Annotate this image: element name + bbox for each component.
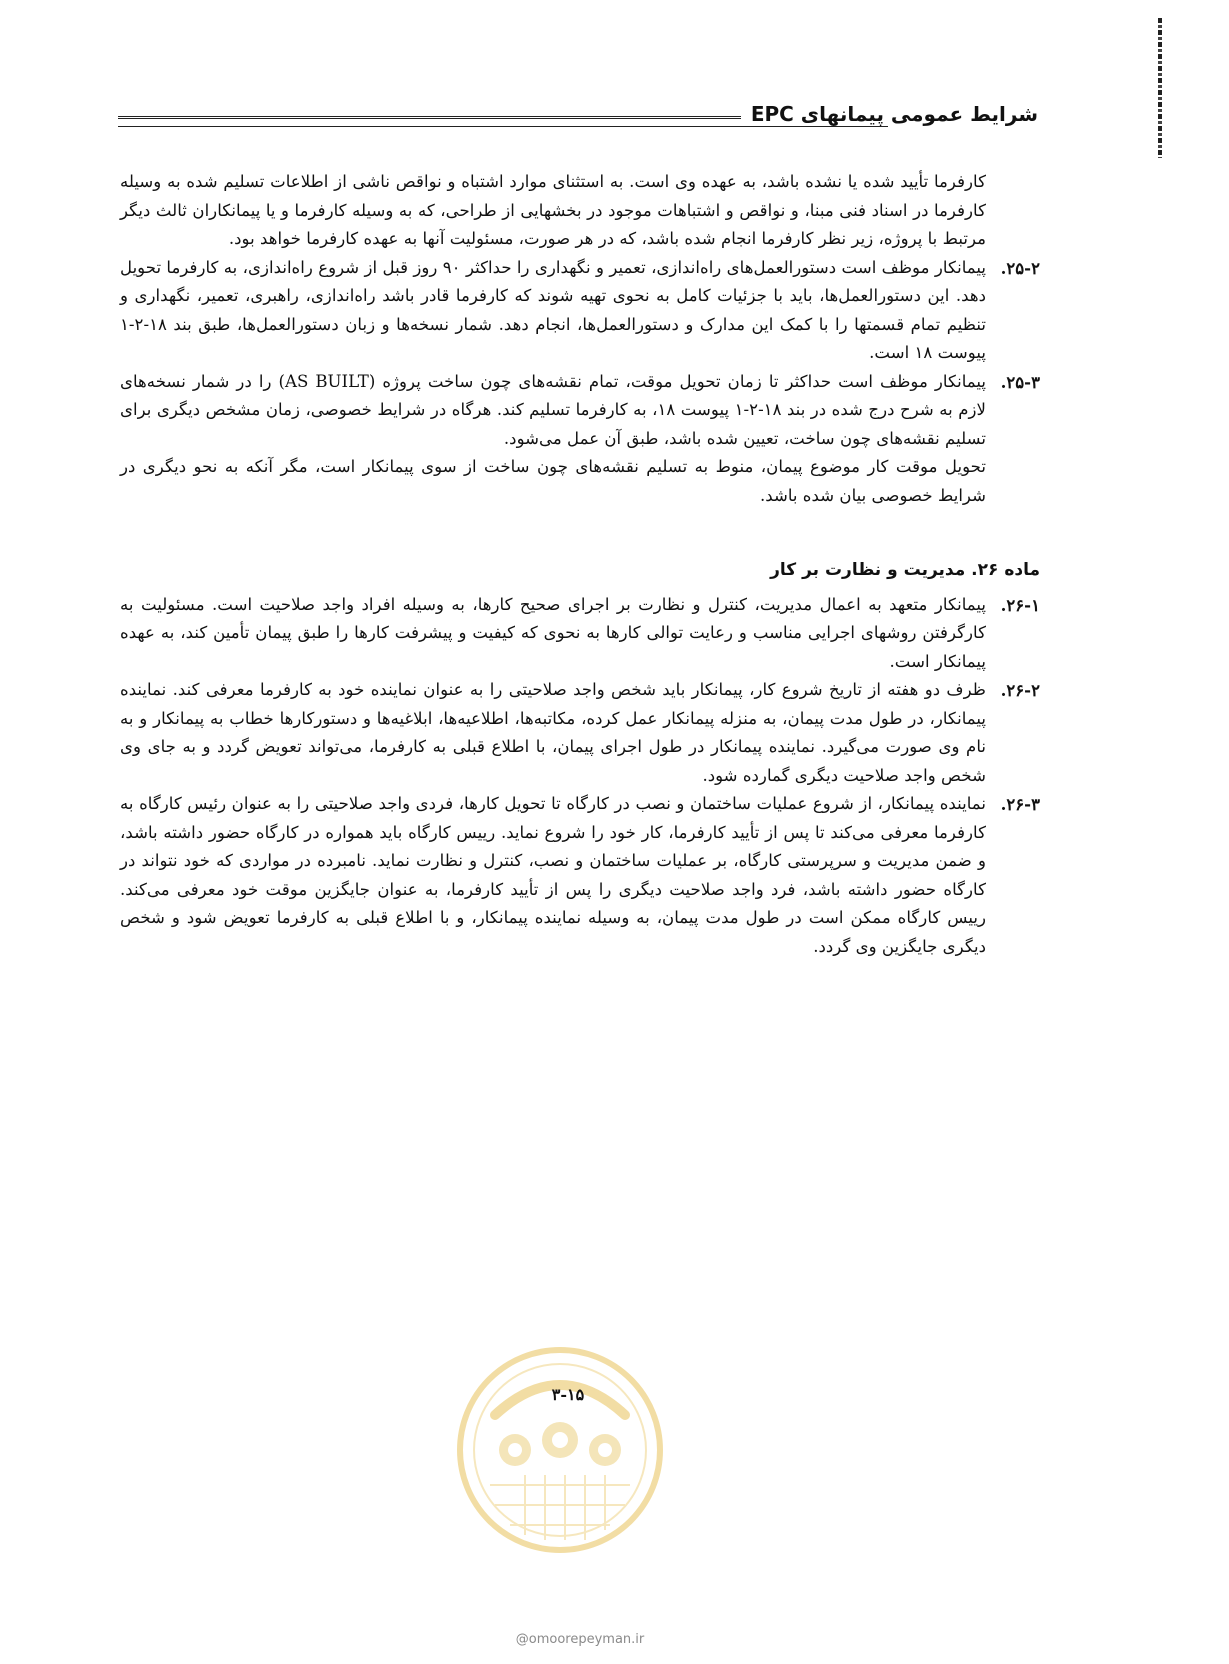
body-text (120, 168, 1040, 961)
seal-logo-icon (455, 1345, 665, 1555)
clause-text: پیمانکار موظف است دستورالعمل‌های راه‌اندازی، تعمیر و نگهداری را حداکثر ۹۰ روز قبل از شروع راه‌اندازی، به کارفرما تحویل دهد. این دستورالعمل‌ها، باید با جزئیات کامل به نحوی تهیه شوند که کارفرما قادر باشد راه‌اندازی، راهبری، تعمیر، نگهداری و تنظیم تمام قسمتها را با کمک این مدارک و دستورالعمل‌ها، انجام دهد. شمار نسخه‌ها و زبان دستورالعمل‌ها، طبق بند ۱۸-۲-۱ پیوست ۱۸ است. (120, 257, 986, 362)
clause-25-3-continuation: تحویل موقت کار موضوع پیمان، منوط به تسلیم نقشه‌های چون ساخت از سوی پیمانکار است، مگر آنکه به نحو دیگری در شرایط خصوصی بیان شده باشد. (120, 457, 986, 505)
clause-26-1 (120, 591, 1040, 677)
paragraph-continuation: کارفرما تأیید شده یا نشده باشد، به عهده وی است. به استثنای موارد اشتباه و نواقص ناشی از اطلاعات تسلیم شده به وسیله کارفرما در اسناد فنی مبنا، و نواقص و اشتباهات موجود در بخشهایی از طراحی، که به وسیله کارفرما و یا پیمانکاران ثالث دیگر مرتبط با پروژه، زیر نظر کارفرما انجام شده باشد، که در هر صورت، مسئولیت آنها به عهده کارفرما خواهد بود. (120, 172, 986, 248)
page-number: ۳-۱۵ (551, 1385, 585, 1404)
clause-number: ۲۵-۳. (1000, 371, 1040, 392)
clause-26-2 (120, 676, 1040, 790)
clause-number: ۲۵-۲. (1000, 257, 1040, 278)
clause-number: ۲۶-۱. (1000, 594, 1040, 615)
header-rule-thin (118, 126, 888, 127)
scan-edge-mark (1158, 18, 1162, 158)
running-header (118, 102, 1038, 136)
header-title: شرایط عمومی پیمانهای EPC (741, 102, 1038, 126)
clause-25-2 (120, 254, 1040, 368)
clause-text: نماینده پیمانکار، از شروع عملیات ساختمان و نصب در کارگاه تا تحویل کارها، فردی واجد صلاحیتی را به عنوان رئیس کارگاه به کارفرما معرفی می‌کند تا پس از تأیید کارفرما، کار خود را شروع نماید. رییس کارگاه باید همواره در کارگاه حضور داشته باشد، و ضمن مدیریت و سرپرستی کارگاه، بر عملیات ساختمان و نصب، کنترل و نظارت نماید. نامبرده در مواردی که خود نتواند در کارگاه حضور داشته باشد، فرد واجد صلاحیت دیگری را پس از تأیید کارفرما، به عنوان جایگزین موقت خود معرفی می‌کند. رییس کارگاه ممکن است در طول مدت پیمان، به وسیله نماینده پیمانکار، و با اطلاع قبلی به کارفرما تعویض شود و شخص دیگری جایگزین وی گردد. (120, 794, 986, 956)
clause-25-3 (120, 368, 1040, 454)
footer-url: @omoorepeyman.ir (515, 1632, 645, 1647)
clause-number: ۲۶-۲. (1000, 680, 1040, 700)
clause-text: ظرف دو هفته از تاریخ شروع کار، پیمانکار باید شخص واجد صلاحیتی را به عنوان نماینده خود به کارفرما معرفی کند. نماینده پیمانکار، در طول مدت پیمان، به منزله پیمانکار عمل کرده، مکاتبه‌ها، اطلاعیه‌ها، ابلاغیه‌ها و دستورکارها خطاب به پیمانکار و به نام وی صورت می‌گیرد. نماینده پیمانکار در طول اجرای پیمان، با اطلاع قبلی به کارفرما، می‌تواند تعویض گردد و به جای وی شخص واجد صلاحیت دیگری گمارده شود. (120, 680, 986, 785)
article-heading: ماده ۲۶. مدیریت و نظارت بر کار (770, 560, 1040, 580)
clause-text: پیمانکار موظف است حداکثر تا زمان تحویل موقت، تمام نقشه‌های چون ساخت پروژه (AS BUILT) را در شمار نسخه‌های لازم به شرح درج شده در بند ۱۸-۲-۱ پیوست ۱۸، به کارفرما تسلیم کند. هرگاه در شرایط خصوصی، زمان مشخص دیگری برای تسلیم نقشه‌های چون ساخت، تعیین شده باشد، طبق آن عمل می‌شود. (120, 371, 987, 448)
clause-26-3 (120, 790, 1040, 961)
clause-number: ۲۶-۳. (1000, 794, 1040, 814)
clause-text: پیمانکار متعهد به اعمال مدیریت، کنترل و نظارت بر اجرای صحیح کارها، به وسیله افراد واجد صلاحیت است. مسئولیت به کارگرفتن روشهای اجرایی مناسب و رعایت توالی کارها به نحوی که کیفیت و پیشرفت کارها را طبق پیمان تأمین کند، به عهده پیمانکار است. (120, 594, 986, 671)
